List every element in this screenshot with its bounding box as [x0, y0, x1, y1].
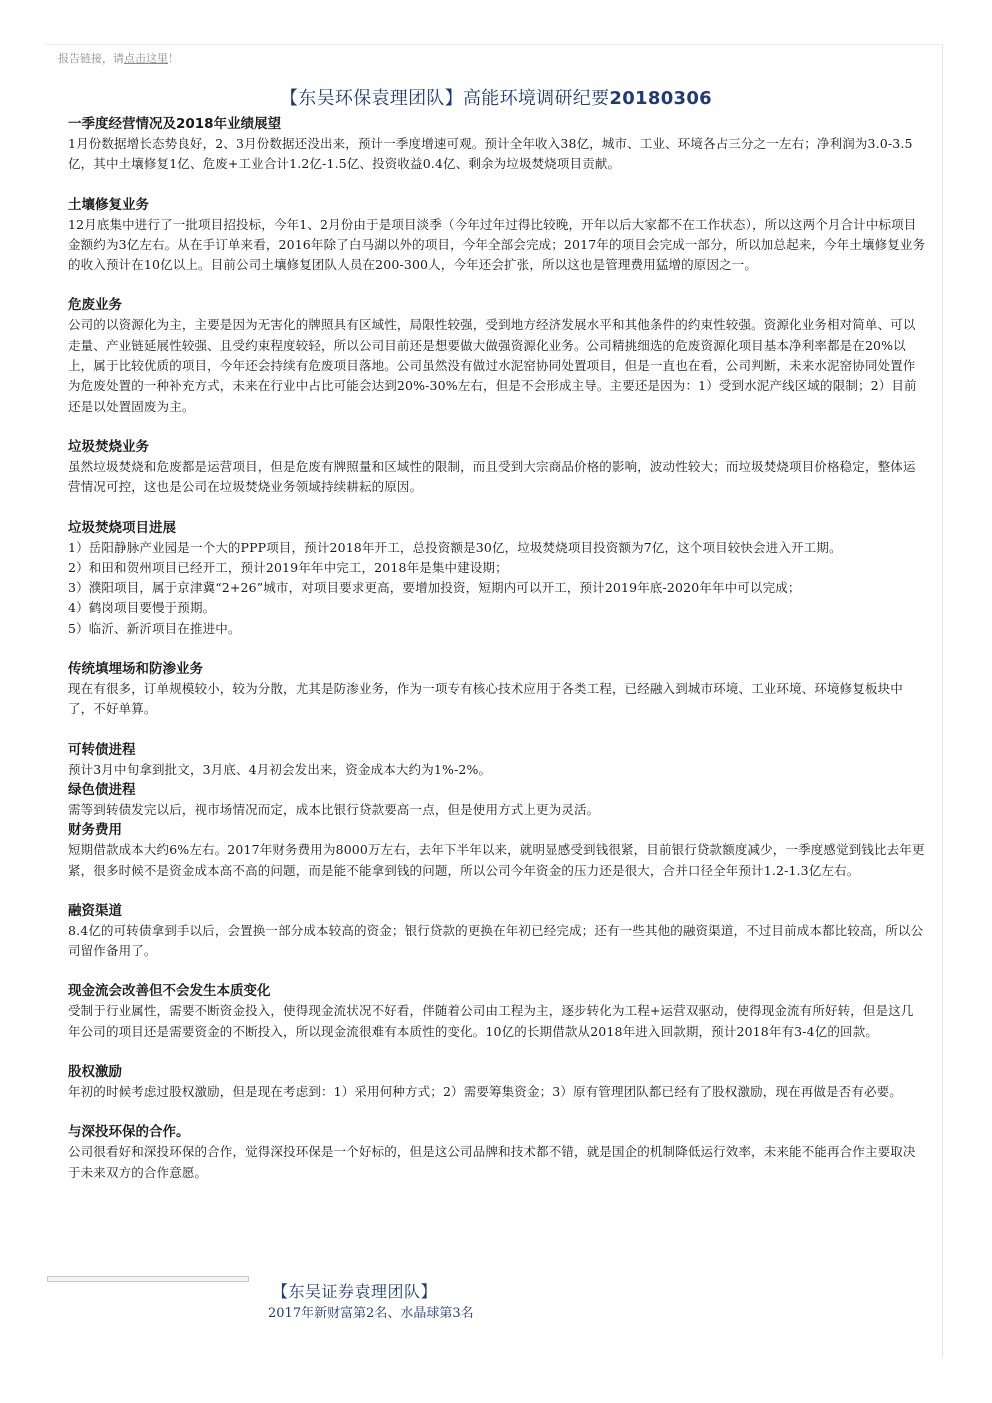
list-item: 5）临沂、新沂项目在推进中。: [68, 620, 241, 636]
section-heading: 可转债进程: [68, 741, 136, 758]
footer-divider: [47, 1276, 249, 1282]
footer-award: 2017年新财富第2名、水晶球第3名: [268, 1306, 474, 1321]
section-paragraph: 年初的时候考虑过股权激励，但是现在考虑到：1）采用何种方式；2）需要筹集资金；3）原有管理团队都已经有了股权激励，现在再做是否有必要。: [68, 1084, 902, 1100]
section-paragraph: 预计3月中旬拿到批文，3月底、4月初会发出来，资金成本大约为1%-2%。: [68, 761, 492, 777]
section-heading: 财务费用: [68, 822, 122, 839]
section-paragraph: 虽然垃圾焚烧和危废都是运营项目，但是危废有牌照量和区域性的限制，而且受到大宗商品价格的影响，波动性较大；而垃圾焚烧项目价格稳定，整体运营情况可控，这也是公司在垃圾焚烧业务领域持续耕耘的原因。: [68, 458, 916, 495]
section-heading: 与深投环保的合作。: [68, 1124, 190, 1141]
section-heading: 垃圾焚烧业务: [68, 438, 149, 455]
title-text: 【东吴环保袁理团队】高能环境调研纪要: [279, 88, 610, 109]
report-section: [68, 437, 926, 498]
section-paragraph: 公司很看好和深投环保的合作，觉得深投环保是一个好标的，但是这公司品牌和技术都不错，就是国企的机制降低运行效率，未来能不能再合作主要取决于未来双方的合作意愿。: [68, 1144, 916, 1180]
report-link-prefix: 报告链接，请: [58, 52, 124, 65]
section-paragraph: 12月底集中进行了一批项目招投标，今年1、2月份由于是项目淡季（今年过年过得比较晚，开年以后大家都不在工作状态），所以这两个月合计中标项目金额约为3亿左右。从在手订单来看，2016年除了白马湖以外的项目，今年全部会完成；2017年的项目会完成一部分，所以加总起来，今年土壤修复业务的收入预计在10亿以上。目前公司土壤修复团队人员在200-300人，今年还会扩张，所以这也是管理费用猛增的原因之一。: [68, 216, 926, 273]
section-paragraph: 8.4亿的可转债拿到手以后，会置换一部分成本较高的资金；银行贷款的更换在年初已经完成；还有一些其他的融资渠道，不过目前成本都比较高，所以公司留作备用了。: [68, 922, 924, 959]
section-spacer: [68, 275, 926, 295]
section-paragraph: 现在有很多，订单规模较小，较为分散，尤其是防渗业务，作为一项专有核心技术应用于各类工程，已经融入到城市环境、工业环境、环境修复板块中了，不好单算。: [68, 681, 903, 717]
section-paragraph: 受制于行业属性，需要不断资金投入，使得现金流状况不好看，伴随着公司由工程为主，逐步转化为工程+运营双驱动，使得现金流有所好转，但是这几年公司的项目还是需要资金的不断投入，所以现金流很难有本质性的变化。10亿的长期借款从2018年进入回款期，预计2018年有3-4亿的回款。: [68, 1003, 914, 1039]
section-paragraph: 1月份数据增长态势良好，2、3月份数据还没出来，预计一季度增速可观。预计全年收入38亿，城市、工业、环境各占三分之一左右；净利润为3.0-3.5亿，其中土壤修复1亿、危废+工业合计1.2亿-1.5亿、投资收益0.4亿、剩余为垃圾焚烧项目贡献。: [68, 136, 913, 172]
section-spacer: [68, 961, 926, 981]
report-link[interactable]: 点击这里: [124, 52, 168, 65]
list-item: 1）岳阳静脉产业园是一个大的PPP项目，预计2018年开工，总投资额是30亿，垃圾焚烧项目投资额为7亿，这个项目较快会进入开工期。: [68, 539, 842, 555]
report-section: [68, 1122, 926, 1183]
report-body: [68, 114, 926, 1183]
section-spacer: [68, 881, 926, 901]
report-section: [68, 780, 926, 820]
section-heading: 传统填埋场和防渗业务: [68, 661, 203, 678]
title-date: 20180306: [609, 88, 712, 109]
section-spacer: [68, 498, 926, 518]
report-link-suffix: ！: [168, 52, 179, 65]
section-heading: 绿色债进程: [68, 781, 136, 798]
section-heading: 土壤修复业务: [68, 196, 149, 213]
section-paragraph: 需等到转债发完以后，视市场情况而定，成本比银行贷款要高一点，但是使用方式上更为灵活。: [68, 801, 600, 817]
section-heading: 现金流会改善但不会发生本质变化: [68, 983, 271, 1000]
section-paragraph: 公司的以资源化为主，主要是因为无害化的牌照具有区域性，局限性较强，受到地方经济发展水平和其他条件的约束性较强。资源化业务相对简单、可以走量、产业链延展性较强、且受约束程度较轻，所以公司目前还是想要做大做强资源化业务。公司精挑细选的危废资源化项目基本净利率都是在20%以上，属于比较优质的项目，今年还会持续有危废项目落地。公司虽然没有做过水泥窑协同处置项目，但是一直也在看，公司判断，未来水泥窑协同处置作为危废处置的一种补充方式，未来在行业中占比可能会达到20%-30%左右，但是不会形成主导。主要还是因为：1）受到水泥产线区域的限制；2）目前还是以处置固废为主。: [68, 317, 917, 414]
report-section: [68, 901, 926, 962]
page-title: [0, 84, 992, 110]
list-item: 4）鹤岗项目要慢于预期。: [68, 600, 216, 616]
report-section: [68, 820, 926, 881]
list-item: 2）和田和贺州项目已经开工，预计2019年年中完工，2018年是集中建设期；: [68, 559, 508, 575]
report-section: [68, 518, 926, 639]
report-section: [68, 1062, 926, 1102]
section-heading: 股权激励: [68, 1064, 122, 1081]
section-heading: 一季度经营情况及2018年业绩展望: [68, 116, 282, 132]
report-section: [68, 114, 926, 175]
report-section: [68, 295, 926, 416]
section-heading: 融资渠道: [68, 902, 122, 919]
section-spacer: [68, 175, 926, 195]
section-spacer: [68, 1102, 926, 1122]
section-heading: 垃圾焚烧项目进展: [68, 519, 176, 536]
report-section: [68, 195, 926, 276]
section-heading: 危废业务: [68, 297, 122, 314]
footer-team-name: 【东吴证券袁理团队】: [272, 1282, 438, 1301]
section-spacer: [68, 1042, 926, 1062]
section-spacer: [68, 417, 926, 437]
section-spacer: [68, 720, 926, 740]
section-spacer: [68, 639, 926, 659]
report-section: [68, 659, 926, 720]
list-item: 3）濮阳项目，属于京津冀“2+26”城市，对项目要求更高，要增加投资，短期内可以开工，预计2019年底-2020年年中可以完成；: [68, 580, 801, 596]
section-paragraph: 短期借款成本大约6%左右。2017年财务费用为8000万左右，去年下半年以来，就明显感受到钱很紧，目前银行贷款额度减少，一季度感觉到钱比去年更紧，很多时候不是资金成本高不高的问题，而是能不能拿到钱的问题，所以公司今年资金的压力还是很大，合并口径全年预计1.2-1.3亿左右。: [68, 842, 925, 878]
report-link-line: [58, 50, 179, 66]
report-section: [68, 981, 926, 1042]
report-section: [68, 740, 926, 780]
